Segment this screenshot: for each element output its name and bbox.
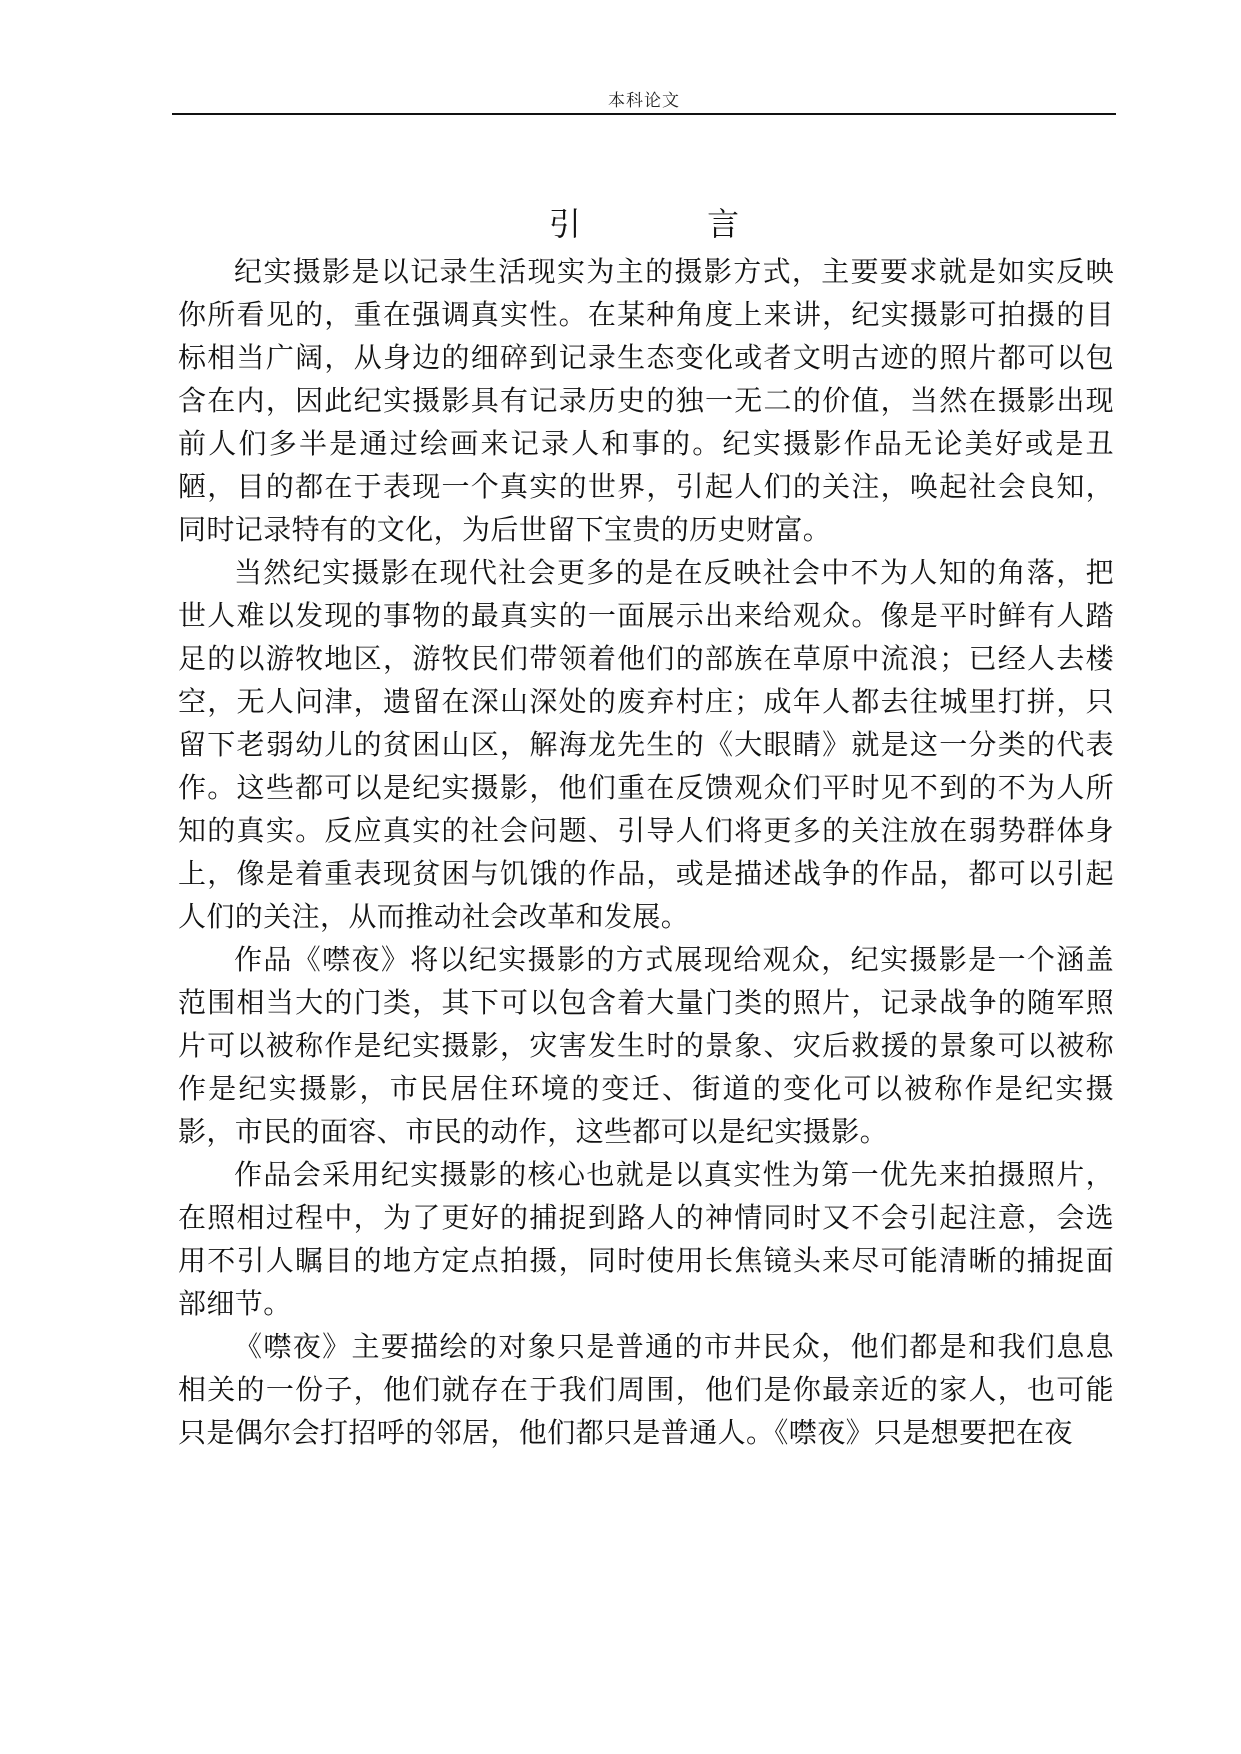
paragraph: 作品会采用纪实摄影的核心也就是以真实性为第一优先来拍摄照片，在照相过程中，为了更好的捕捉到路人的神情同时又不会引起注意，会选用不引人瞩目的地方定点拍摄，同时使用长焦镜头来尽可能清晰的捕捉面部细节。 <box>178 1158 1114 1320</box>
header-rule <box>172 113 1116 115</box>
body-text <box>178 250 1114 1454</box>
running-header: 本科论文 <box>608 91 680 111</box>
paragraph: 纪实摄影是以记录生活现实为主的摄影方式，主要要求就是如实反映你所看见的，重在强调真实性。在某种角度上来讲，纪实摄影可拍摄的目标相当广阔，从身边的细碎到记录生态变化或者文明古迹的照片都可以包含在内，因此纪实摄影具有记录历史的独一无二的价值，当然在摄影出现前人们多半是通过绘画来记录人和事的。纪实摄影作品无论美好或是丑陋，目的都在于表现一个真实的世界，引起人们的关注，唤起社会良知，同时记录特有的文化，为后世留下宝贵的历史财富。 <box>178 255 1114 546</box>
paragraph: 《噤夜》主要描绘的对象只是普通的市井民众，他们都是和我们息息相关的一份子，他们就存在于我们周围，他们是你最亲近的家人，也可能只是偶尔会打招呼的邻居，他们都只是普通人。《噤夜》只是想要把在夜 <box>178 1330 1114 1449</box>
paragraph: 当然纪实摄影在现代社会更多的是在反映社会中不为人知的角落，把世人难以发现的事物的最真实的一面展示出来给观众。像是平时鲜有人踏足的以游牧地区，游牧民们带领着他们的部族在草原中流浪；已经人去楼空，无人问津，遗留在深山深处的废弃村庄；成年人都去往城里打拼，只留下老弱幼儿的贫困山区，解海龙先生的《大眼睛》就是这一分类的代表作。这些都可以是纪实摄影，他们重在反馈观众们平时见不到的不为人所知的真实。反应真实的社会问题、引导人们将更多的关注放在弱势群体身上，像是着重表现贫困与饥饿的作品，或是描述战争的作品，都可以引起人们的关注，从而推动社会改革和发展。 <box>178 556 1114 933</box>
section-title: 引 言 <box>548 205 798 243</box>
paragraph: 作品《噤夜》将以纪实摄影的方式展现给观众，纪实摄影是一个涵盖范围相当大的门类，其下可以包含着大量门类的照片，记录战争的随军照片可以被称作是纪实摄影，灾害发生时的景象、灾后救援的景象可以被称作是纪实摄影，市民居住环境的变迁、街道的变化可以被称作是纪实摄影，市民的面容、市民的动作，这些都可以是纪实摄影。 <box>178 943 1114 1148</box>
